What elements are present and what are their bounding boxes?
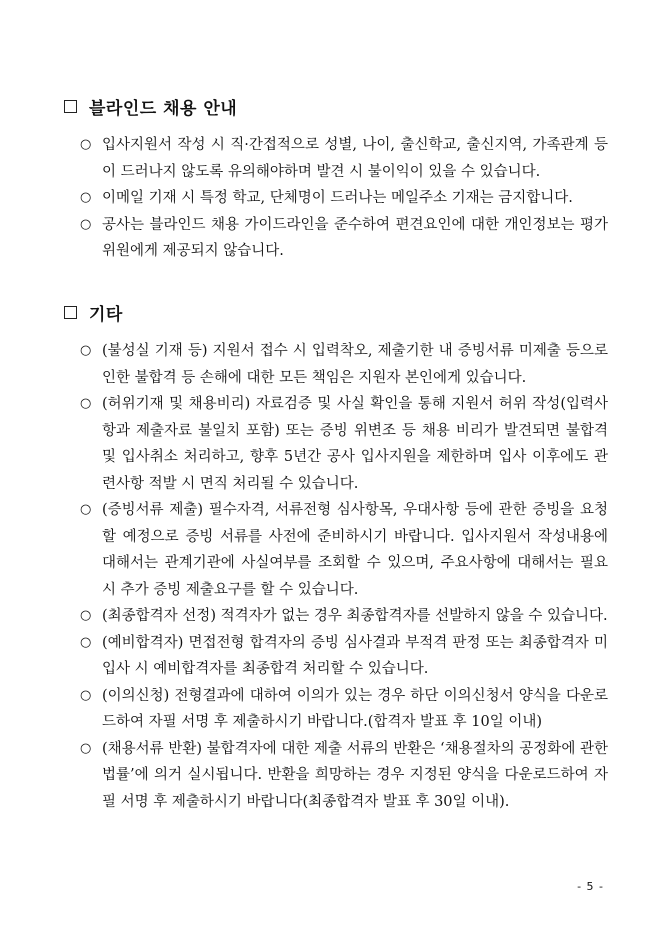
item-list (64, 338, 608, 815)
list-item (64, 736, 608, 816)
item-text: (허위기재 및 채용비리) 자료검증 및 사실 확인을 통해 지원서 허위 작성(입력사항과 제출자료 불일치 포함) 또는 증빙 위변조 등 채용 비리가 발견되면 불합격 및 입사취소 처리하고, 향후 5년간 공사 입사지원을 제한하며 입사 이후에도 관련사항 적발 시 면직 처리될 수 있습니다. (102, 396, 608, 492)
section-heading (64, 298, 608, 326)
circle-bullet-icon: ○ (80, 343, 92, 358)
circle-bullet-icon: ○ (80, 396, 92, 411)
list-item (64, 683, 608, 736)
section-title: 기타 (89, 304, 123, 325)
item-text: 이메일 기재 시 특정 학교, 단체명이 드러나는 메일주소 기재는 금지합니다. (102, 190, 573, 206)
item-text: 공사는 블라인드 채용 가이드라인을 준수하여 편견요인에 대한 개인정보는 평가위원에게 제공되지 않습니다. (102, 216, 608, 259)
circle-bullet-icon: ○ (80, 137, 92, 152)
item-text: (채용서류 반환) 불합격자에 대한 제출 서류의 반환은 ‘채용절차의 공정화에 관한 법률’에 의거 실시됩니다. 반환을 희망하는 경우 지정된 양식을 다운로드하여 자필 서명 후 제출하시기 바랍니다(최종합격자 발표 후 30일 이내). (102, 740, 608, 810)
circle-bullet-icon: ○ (80, 502, 92, 517)
item-text: (예비합격자) 면접전형 합격자의 증빙 심사결과 부적격 판정 또는 최종합격자 미입사 시 예비합격자를 최종합격 처리할 수 있습니다. (102, 634, 608, 677)
section-blind-recruitment (64, 92, 608, 265)
checkbox-square-icon (64, 306, 77, 319)
circle-bullet-icon: ○ (80, 190, 92, 205)
list-item (64, 185, 608, 212)
checkbox-square-icon (64, 100, 77, 113)
section-title: 블라인드 채용 안내 (89, 98, 238, 119)
circle-bullet-icon: ○ (80, 216, 92, 232)
circle-bullet-icon: ○ (80, 740, 92, 756)
circle-bullet-icon: ○ (80, 687, 92, 703)
list-item (64, 497, 608, 603)
item-text: (증빙서류 제출) 필수자격, 서류전형 심사항목, 우대사항 등에 관한 증빙을 요청할 예정으로 증빙 서류를 사전에 준비하시기 바랍니다. 입사지원서 작성내용에 대해서는 관계기관에 사실여부를 조회할 수 있으며, 주요사항에 대해서는 필요 시 추가 증빙 제출요구를 할 수 있습니다. (102, 502, 608, 598)
circle-bullet-icon: ○ (80, 634, 92, 650)
item-text: (이의신청) 전형결과에 대하여 이의가 있는 경우 하단 이의신청서 양식을 다운로드하여 자필 서명 후 제출하시기 바랍니다.(합격자 발표 후 10일 이내) (102, 687, 608, 730)
page-number: - 5 - (577, 880, 604, 893)
list-item (64, 630, 608, 683)
item-list (64, 132, 608, 265)
list-item (64, 338, 608, 391)
list-item (64, 212, 608, 265)
list-item (64, 391, 608, 497)
item-text: (최종합격자 선정) 적격자가 없는 경우 최종합격자를 선발하지 않을 수 있습니다. (102, 608, 608, 624)
section-etc (64, 298, 608, 815)
circle-bullet-icon: ○ (80, 608, 92, 623)
section-heading (64, 92, 608, 120)
list-item (64, 603, 608, 630)
list-item (64, 132, 608, 185)
item-text: 입사지원서 작성 시 직·간접적으로 성별, 나이, 출신학교, 출신지역, 가족관계 등이 드러나지 않도록 유의해야하며 발견 시 불이익이 있을 수 있습니다. (102, 137, 608, 180)
item-text: (불성실 기재 등) 지원서 접수 시 입력착오, 제출기한 내 증빙서류 미제출 등으로 인한 불합격 등 손해에 대한 모든 책임은 지원자 본인에게 있습니다. (102, 343, 608, 386)
